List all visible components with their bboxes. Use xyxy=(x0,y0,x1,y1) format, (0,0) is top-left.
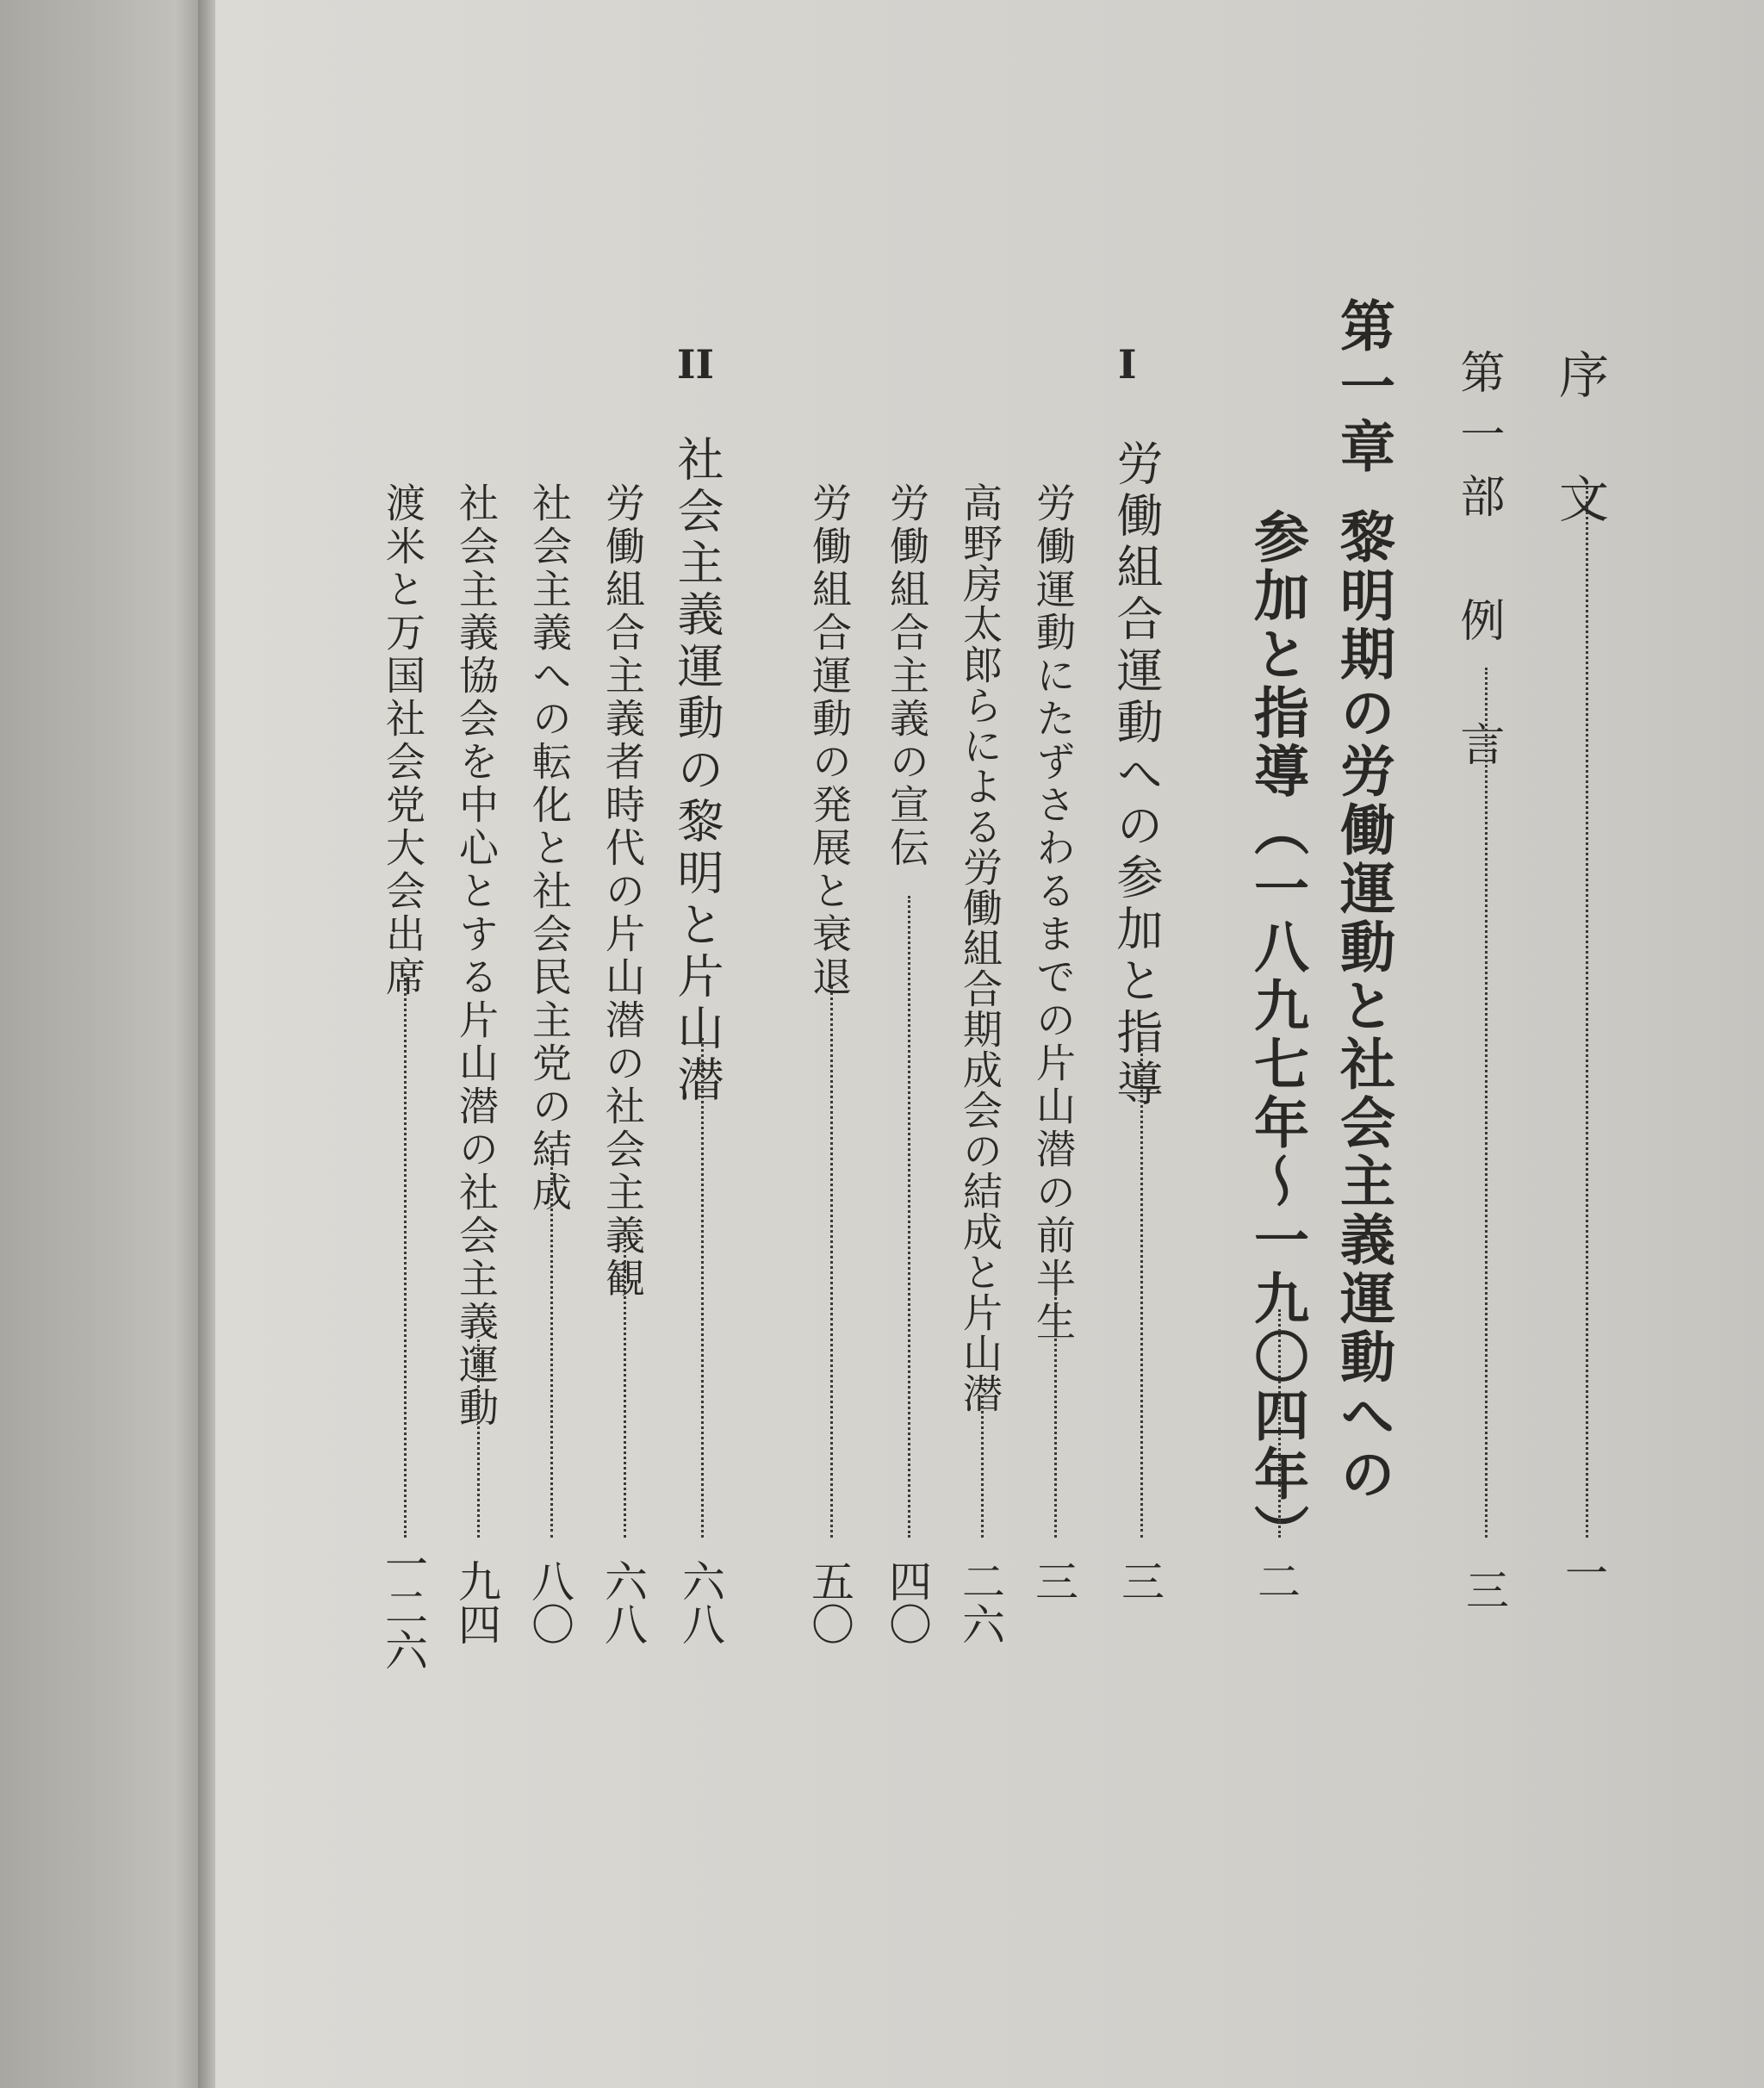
toc-entry-section2[interactable] xyxy=(663,0,741,2088)
toc-item[interactable] xyxy=(1025,0,1085,2088)
toc-item[interactable] xyxy=(521,0,581,2088)
preface-title: 序 文 xyxy=(1550,349,1609,535)
toc-item[interactable] xyxy=(801,0,861,2088)
item-page-number: 二六 xyxy=(955,1559,1005,1645)
toc-entry-preface[interactable] xyxy=(1550,0,1615,2088)
part1-page-number: 三 xyxy=(1459,1568,1509,1611)
item-title: 労働組合主義者時代の片山潜の社会主義観 xyxy=(599,482,646,1301)
item-page-number: 九四 xyxy=(451,1559,501,1645)
leader-dots xyxy=(1586,487,1588,1538)
chapter1-page-number: 二 xyxy=(1251,1559,1301,1602)
item-page-number: 一二六 xyxy=(378,1542,428,1671)
section2-title: 社会主義運動の黎明と片山潜 xyxy=(670,435,724,1107)
chapter1-title-line1: 黎明期の労働運動と社会主義運動への xyxy=(1331,508,1395,1504)
item-page-number: 五〇 xyxy=(804,1559,854,1645)
toc-item[interactable] xyxy=(594,0,655,2088)
leader-dots xyxy=(550,1146,553,1538)
item-page-number: 八〇 xyxy=(525,1559,575,1645)
part1-title: 第一部 例 言 xyxy=(1452,349,1504,783)
toc-page xyxy=(215,0,1764,2088)
item-title: 労働組合運動の発展と衰退 xyxy=(806,482,853,999)
chapter1-label: 第一章 xyxy=(1331,297,1395,478)
leader-dots xyxy=(981,1395,984,1538)
section2-number: II xyxy=(677,341,715,388)
toc-entry-chapter1[interactable] xyxy=(1214,0,1404,2088)
preface-page-number: 一 xyxy=(1558,1550,1608,1594)
item-title: 労働組合主義の宣伝 xyxy=(884,482,930,870)
section1-title: 労働組合運動への参加と指導 xyxy=(1109,439,1164,1111)
toc-entry-section1[interactable] xyxy=(1102,0,1180,2088)
section1-number: I xyxy=(1118,341,1137,388)
item-title: 社会主義協会を中心とする片山潜の社会主義運動 xyxy=(453,482,500,1430)
toc-item[interactable] xyxy=(952,0,1012,2088)
item-title: 労働運動にたずさわるまでの片山潜の前半生 xyxy=(1030,482,1077,1344)
item-page-number: 六八 xyxy=(598,1559,648,1645)
toc-item[interactable] xyxy=(879,0,939,2088)
toc-item[interactable] xyxy=(375,0,435,2088)
toc-item[interactable] xyxy=(448,0,508,2088)
leader-dots xyxy=(624,1223,626,1538)
leader-dots xyxy=(1485,668,1488,1538)
leader-dots xyxy=(830,986,833,1538)
section2-page-number: 六八 xyxy=(675,1559,725,1645)
toc-entry-part1[interactable] xyxy=(1452,0,1516,2088)
item-title: 渡米と万国社会党大会出席 xyxy=(380,482,426,999)
item-title: 高野房太郎らによる労働組合期成会の結成と片山潜 xyxy=(957,482,1003,1414)
leader-dots xyxy=(1140,1042,1143,1538)
section1-page-number: 三 xyxy=(1115,1559,1165,1602)
leader-dots xyxy=(908,896,910,1538)
leader-dots xyxy=(404,973,407,1538)
leader-dots xyxy=(701,1038,704,1538)
chapter1-title-line2: 参加と指導（一八九七年〜一九〇四年） xyxy=(1245,508,1309,1563)
facing-page-edge xyxy=(0,0,207,2088)
item-page-number: 四〇 xyxy=(882,1559,932,1645)
item-title: 社会主義への転化と社会民主党の結成 xyxy=(526,482,573,1215)
leader-dots xyxy=(1054,1266,1057,1538)
leader-dots xyxy=(477,1339,480,1538)
leader-dots xyxy=(1278,1309,1281,1538)
item-page-number: 三 xyxy=(1028,1559,1078,1602)
